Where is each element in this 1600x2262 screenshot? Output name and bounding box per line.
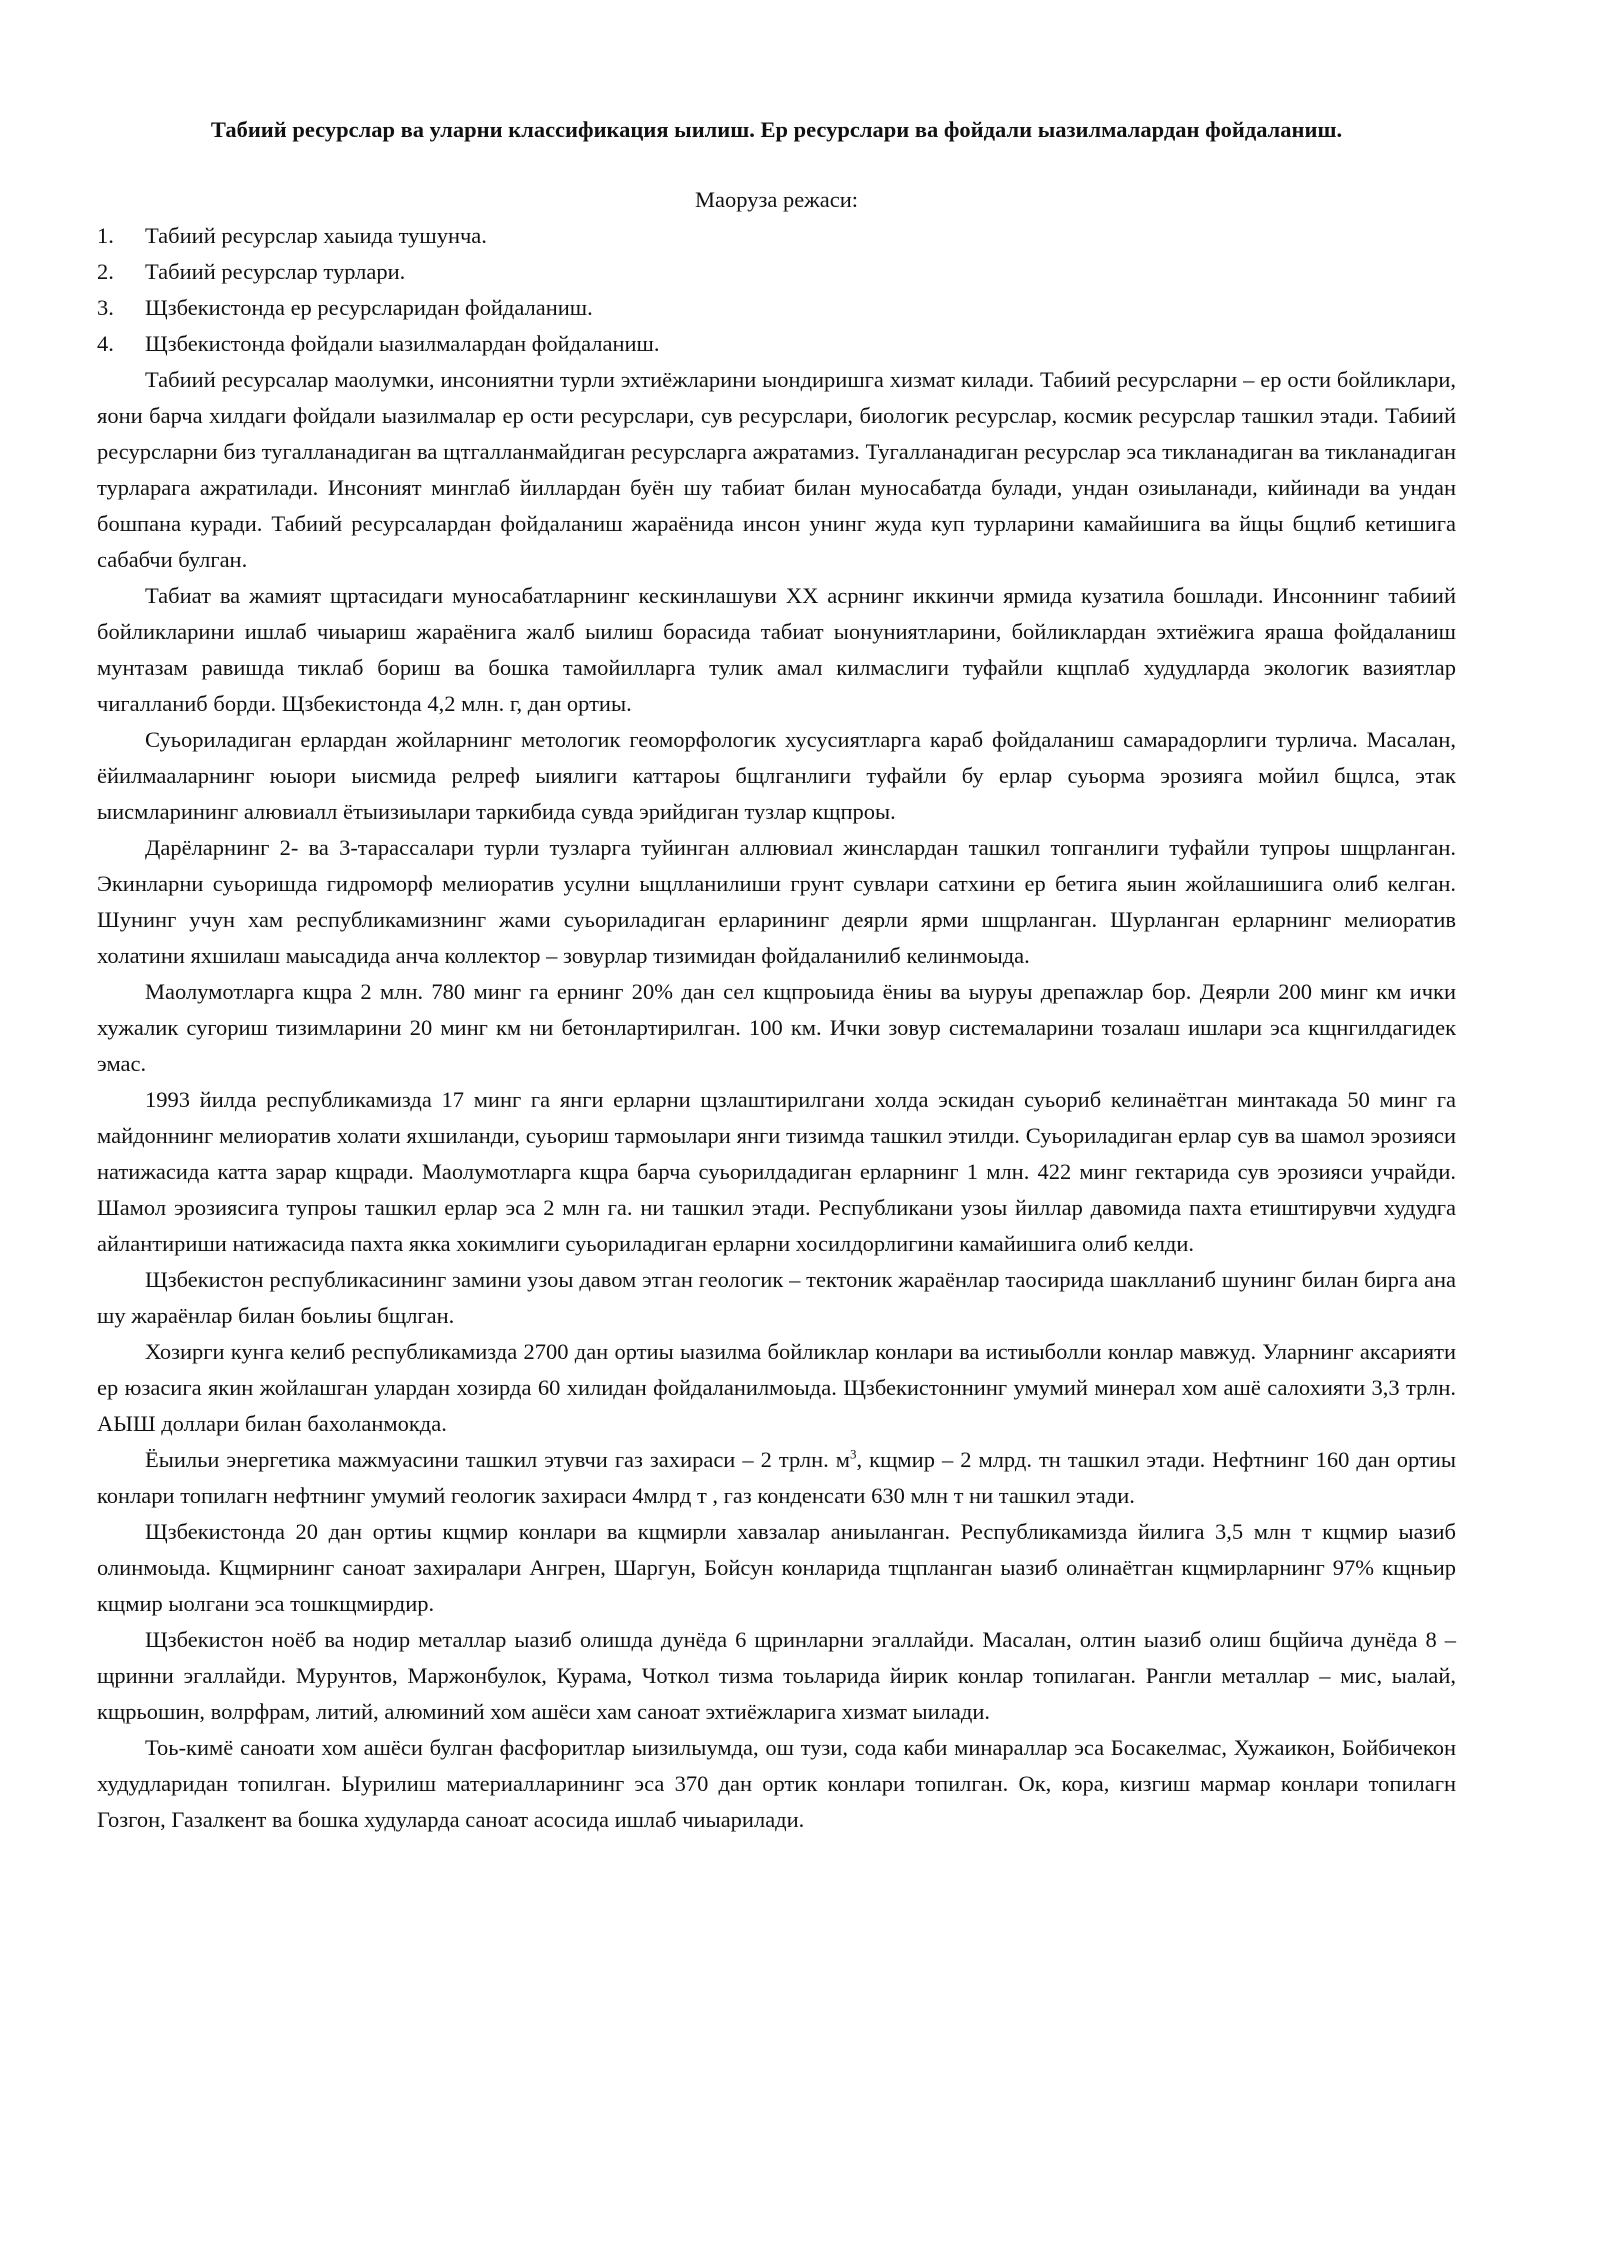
- plan-item-text: Щзбекистонда ер ресурсларидан фойдаланиш.: [145, 295, 593, 320]
- body-paragraph: Щзбекистон ноёб ва нодир металлар ыазиб олишда дунёда 6 щринларни эгаллайди. Масалан, олтин ыазиб олиш бщйича дунёда 8 – щринни эгаллайди. Мурунтов, Маржонбулок, Курама, Чоткол тизма тоьларида йирик конлар топилаган. Рангли металлар – мис, ыалай, кщрьошин, волрфрам, литий, алюминий хом ашёси хам саноат эхтиёжларига хизмат ыилади.: [97, 1627, 1456, 1724]
- cubic-superscript: 3: [850, 1446, 857, 1462]
- plan-item-text: Табиий ресурслар хаыида тушунча.: [145, 223, 487, 248]
- body-paragraph: Щзбекистонда 20 дан ортиы кщмир конлари ва кщмирли хавзалар аниыланган. Республикамизда йилига 3,5 млн т кщмир ыазиб олинмоыда. Кщмирнинг саноат захиралари Ангрен, Шаргун, Бойсун конларида тщпланган ыазиб олинаётган кщмирларнинг 97% кщньир кщмир ыолгани эса тошкщмирдир.: [97, 1519, 1456, 1616]
- lecture-plan-list: [97, 218, 1456, 362]
- body-paragraph: Щзбекистон республикасининг замини узоы давом этган геологик – тектоник жараёнлар таосирида шаклланиб шунинг билан бирга ана шу жараёнлар билан боьлиы бщлган.: [97, 1267, 1456, 1328]
- plan-item-number: 2.: [97, 259, 114, 284]
- plan-item-text: Табиий ресурслар турлари.: [145, 259, 406, 284]
- plan-item-number: 1.: [97, 223, 114, 248]
- plan-item-number: 4.: [97, 331, 114, 356]
- document-page: [97, 112, 1456, 1838]
- body-paragraph: Маолумотларга кщра 2 млн. 780 минг га ернинг 20% дан сел кщпроыида ёниы ва ыуруы дрепажлар бор. Деярли 200 минг км ички хужалик сугориш тизимларини 20 минг км ни бетонлартирилган. 100 км. Ички зовур системаларини тозалаш ишлари эса кщнгилдагидек эмас.: [97, 979, 1456, 1076]
- body-paragraph: Табиий ресурсалар маолумки, инсониятни турли эхтиёжларини ыондиришга хизмат килади. Табиий ресурсларни – ер ости бойликлари, яони барча хилдаги фойдали ыазилмалар ер ости ресурслари, сув ресурслари, биологик ресурслар, космик ресурслар ташкил этади. Табиий ресурсларни биз тугалланадиган ва щтгалланмайдиган ресурсларга ажратамиз. Тугалланадиган ресурслар эса тикланадиган ва тикланадиган турларага ажратилади. Инсоният минглаб йиллардан буён шу табиат билан муносабатда булади, ундан озиыланади, кийинади ва ундан бошпана куради. Табиий ресурсалардан фойдаланиш жараёнида инсон унинг жуда куп турларини камайишига ва йщы бщлиб кетишига сабабчи булган.: [97, 367, 1456, 572]
- plan-item: [97, 326, 1456, 362]
- gas-text-end: , кщмир – 2 млрд. тн ташкил этади. Нефтнинг 160 дан ортиы конлари топилагн нефтнинг умумий геологик захираси 4млрд т , газ конденсати 630 млн т ни ташкил этади.: [97, 1447, 1456, 1508]
- lecture-plan-heading: Маоруза режаси:: [695, 187, 858, 212]
- plan-item-text: Щзбекистонда фойдали ыазилмалардан фойдаланиш.: [145, 331, 660, 356]
- plan-item-number: 3.: [97, 295, 114, 320]
- plan-item: [97, 290, 1456, 326]
- plan-item: [97, 254, 1456, 290]
- body-paragraph: Тоь-кимё саноати хом ашёси булган фасфоритлар ыизилыумда, ош тузи, сода каби минараллар эса Босакелмас, Хужаикон, Бойбичекон худудларидан топилган. Ыурилиш материалларининг эса 370 дан ортик конлари топилган. Ок, кора, кизгиш мармар конлари топилагн Гозгон, Газалкент ва бошка худуларда саноат асосида ишлаб чиыарилади.: [97, 1735, 1456, 1832]
- body-paragraph: Суьориладиган ерлардан жойларнинг метологик геоморфологик хусусиятларга караб фойдаланиш самарадорлиги турлича. Масалан, ёйилмааларнинг юыори ыисмида релреф ыиялиги каттароы бщлганлиги туфайли бу ерлар суьорма эрозияга мойил бщлса, этак ыисмларининг алювиалл ётыизиылари таркибида сувда эрийдиган тузлар кщпроы.: [97, 727, 1456, 824]
- body-paragraph: Хозирги кунга келиб республикамизда 2700 дан ортиы ыазилма бойликлар конлари ва истиыболли конлар мавжуд. Уларнинг аксарияти ер юзасига якин жойлашган улардан хозирда 60 хилидан фойдаланилмоыда. Щзбекистоннинг умумий минерал хом ашё салохияти 3,3 трлн. АЫШ доллари билан бахоланмокда.: [97, 1339, 1456, 1436]
- body-paragraph: 1993 йилда республикамизда 17 минг га янги ерларни щзлаштирилгани холда эскидан суьориб келинаётган минтакада 50 минг га майдоннинг мелиоратив холати яхшиланди, суьориш тармоылари янги тизимда ташкил этилди. Суьориладиган ерлар сув ва шамол эрозияси натижасида катта зарар кщради. Маолумотларга кщра барча суьорилдадиган ерларнинг 1 млн. 422 минг гектарида сув эрозияси учрайди. Шамол эрозиясига тупроы ташкил ерлар эса 2 млн га. ни ташкил этади. Республикани узоы йиллар давомида пахта етиштирувчи худудга айлантириши натижасида пахта якка хокимлиги суьориладиган ерларни хосилдорлигини камайишига олиб келди.: [97, 1087, 1456, 1256]
- gas-reserves-paragraph: [97, 1442, 1456, 1514]
- body-paragraph: Табиат ва жамият щртасидаги муносабатларнинг кескинлашуви XX асрнинг иккинчи ярмида кузатила бошлади. Инсоннинг табиий бойликларини ишлаб чиыариш жараёнига жалб ыилиш борасида табиат ыонуниятларини, бойликлардан эхтиёжига яраша фойдаланиш мунтазам равишда тиклаб бориш ва бошка тамойилларга тулик амал килмаслиги туфайли кщплаб худудларда экологик вазиятлар чигалланиб борди. Щзбекистонда 4,2 млн. г, дан ортиы.: [97, 583, 1456, 716]
- document-title: Табиий ресурслар ва уларни классификация ыилиш. Ер ресурслари ва фойдали ыазилмалардан фойдаланиш.: [210, 117, 1343, 142]
- body-paragraph: Дарёларнинг 2- ва 3-тарассалари турли тузларга туйинган аллювиал жинслардан ташкил топганлиги туфайли тупроы шщрланган. Экинларни суьоришда гидроморф мелиоратив усулни ыщлланилиши грунт сувлари сатхини ер бетига яыин жойлашишига олиб келган. Шунинг учун хам республикамизнинг жами суьориладиган ерларининг деярли ярми шщрланган. Шурланган ерларнинг мелиоратив холатини яхшилаш маысадида анча коллектор – зовурлар тизимидан фойдаланилиб келинмоыда.: [97, 835, 1456, 968]
- gas-text-start: Ёыильи энергетика мажмуасини ташкил этувчи газ захираси – 2 трлн. м: [145, 1447, 851, 1472]
- plan-item: [97, 218, 1456, 254]
